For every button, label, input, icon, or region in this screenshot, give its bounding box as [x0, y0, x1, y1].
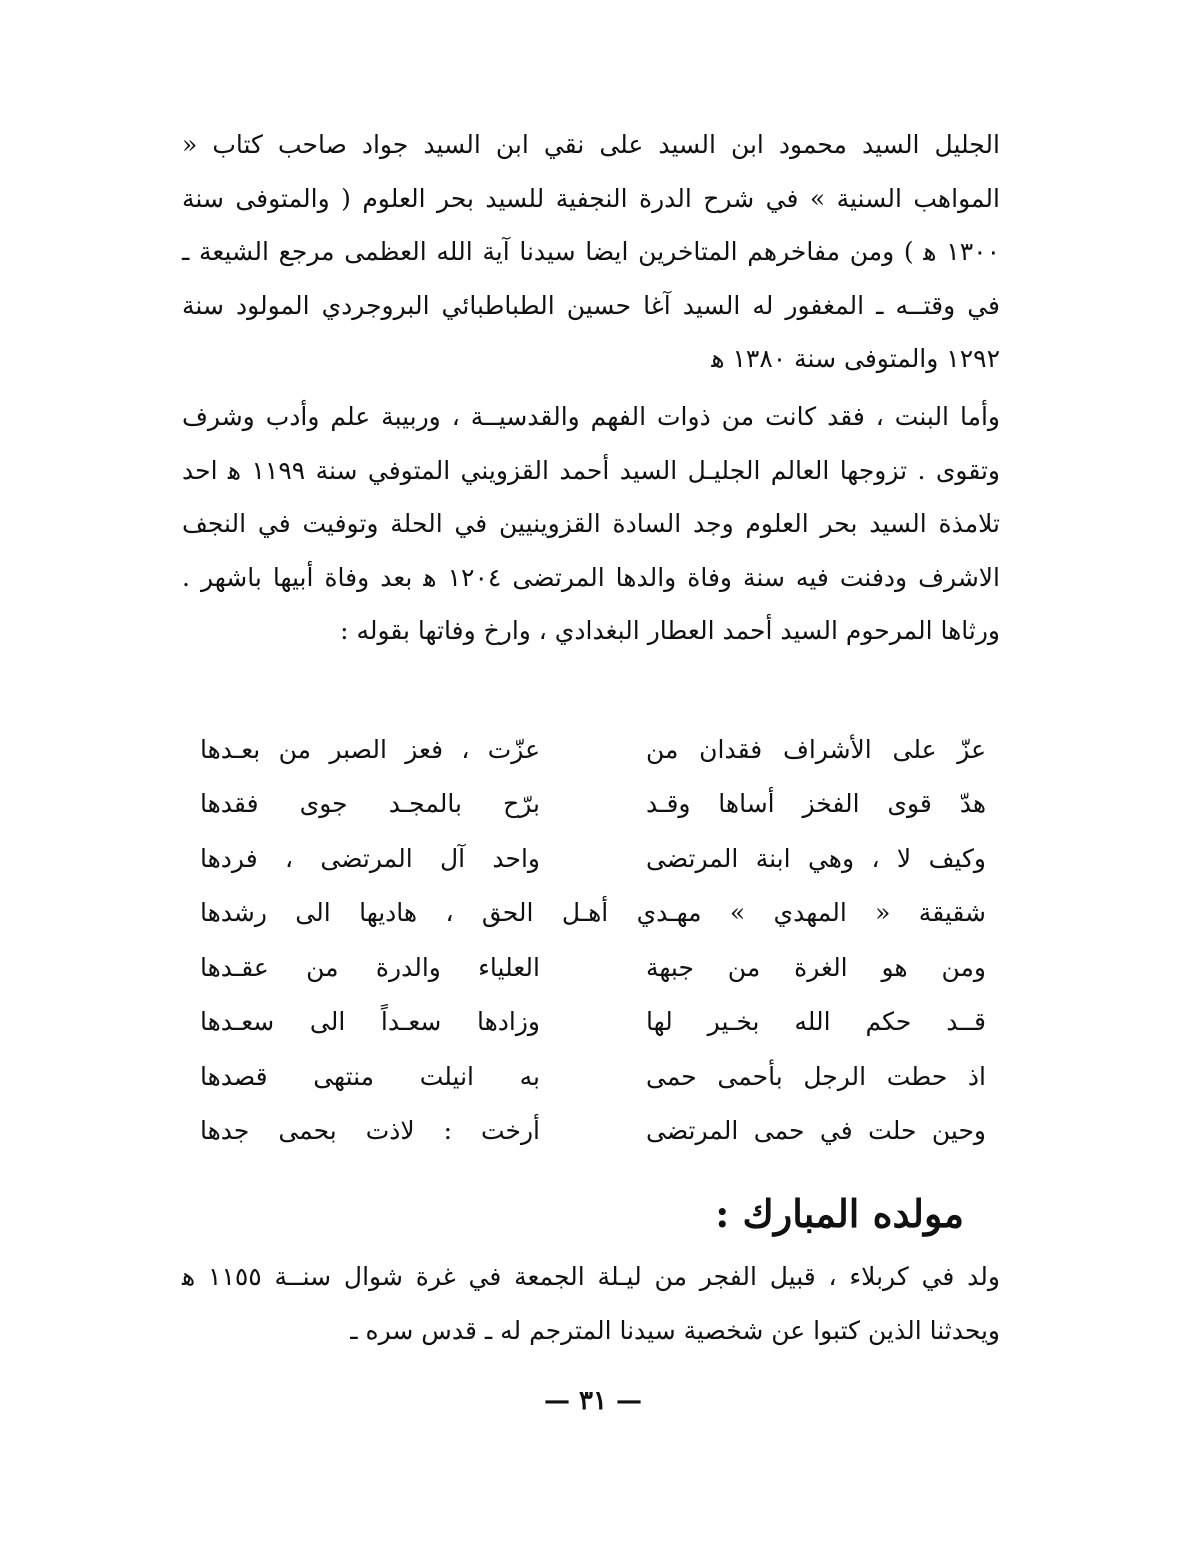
verse-full-line: شقيقة « المهدي » مهـدي أهـل الحق ، هاديها الى رشدها — [200, 898, 986, 928]
poem-verse — [200, 831, 986, 886]
poem-verse — [200, 777, 986, 832]
paragraph-daughter: وأما البنت ، فقد كانت من ذوات الفهم والقدسيــة ، وربيبة علم وأدب وشرف وتقوى . تزوجها العالم الجليـل السيد أحمد القزويني المتوفي سنة ١١٩٩ ﻫ احد تلامذة السيد بحر العلوم وجد السادة القزوينيين في الحلة وتوفيت في النجف الاشرف ودفنت فيه سنة وفاة والدها المرتضى ١٢٠٤ ﻫ بعد وفاة أبيها باشهر . ورثاها المرحوم السيد أحمد العطار البغدادي ، وارخ وفاتها بقوله : — [182, 402, 1000, 645]
poem-verse — [200, 1104, 986, 1159]
verse-second-hemistich: برّح بالمجـد جوى فقدها — [200, 789, 540, 819]
poem-verse-full — [200, 886, 986, 941]
verse-first-hemistich: هدّ قوى الفخز أساها وقـد — [646, 789, 986, 819]
poem-verse — [200, 940, 986, 995]
verse-second-hemistich: به انيلت منتهى قصدها — [200, 1061, 540, 1091]
verse-second-hemistich: واحد آل المرتضى ، فردها — [200, 843, 540, 873]
verse-first-hemistich: وحين حلت في حمى المرتضى — [646, 1116, 986, 1146]
paragraph-birth: ولد في كربلاء ، قبيل الفجر من ليـلة الجمعة في غرة شوال سنــة ١١٥٥ ﻫ ويحدثنا الذين كتبوا عن شخصية سيدنا المترجم له ـ قدس سره ـ — [182, 1262, 1000, 1345]
page-number: — ٣١ — — [543, 1386, 643, 1416]
poem-verse — [200, 722, 986, 777]
verse-second-hemistich: وزادها سعـداً الى سعـدها — [200, 1007, 540, 1037]
verse-second-hemistich: عزّت ، فعز الصبر من بعـدها — [200, 734, 540, 764]
verse-first-hemistich: عزّ على الأشراف فقدان من — [646, 734, 986, 764]
elegy-poem — [200, 722, 986, 1158]
poem-verse — [200, 995, 986, 1050]
verse-first-hemistich: قــد حكم الله بخـير لها — [646, 1007, 986, 1037]
verse-first-hemistich: اذ حطت الرجل بأحمى حمى — [646, 1061, 986, 1091]
paragraph-family-scholars: الجليل السيد محمود ابن السيد على نقي ابن السيد جواد صاحب كتاب « المواهب السنية » في شرح الدرة النجفية للسيد بحر العلوم ( والمتوفى سنة ١٣٠٠ ﻫ ) ومن مفاخرهم المتاخرين ايضا سيدنا آية الله العظمى مرجع الشيعة ـ في وقتــه ـ المغفور له السيد آغا حسين الطباطبائي البروجردي المولود سنة ١٢٩٢ والمتوفى سنة ١٣٨٠ ﻫ — [182, 130, 1000, 373]
verse-second-hemistich: العلياء والدرة من عقـدها — [200, 952, 540, 982]
verse-first-hemistich: وكيف لا ، وهي ابنة المرتضى — [646, 843, 986, 873]
poem-verse — [200, 1049, 986, 1104]
verse-first-hemistich: ومن هو الغرة من جبهة — [646, 952, 986, 982]
section-heading-birth: مولده المبارك : — [715, 1191, 964, 1236]
verse-second-hemistich: أرخت : لاذت بحمى جدها — [200, 1116, 540, 1146]
